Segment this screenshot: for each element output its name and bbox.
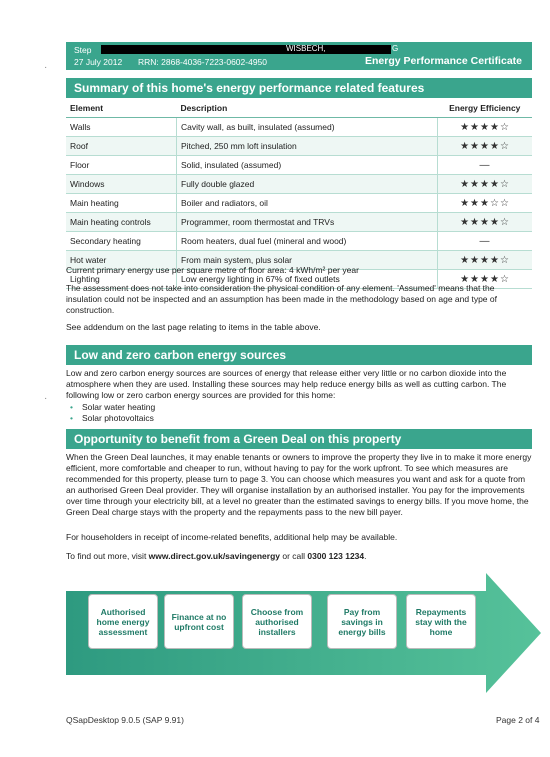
step-box-2: Finance at no upfront cost (164, 594, 234, 649)
table-row (66, 118, 532, 137)
low-carbon-title: Low and zero carbon energy sources (74, 348, 287, 362)
find-out-more (66, 551, 532, 562)
green-deal-title: Opportunity to benefit from a Green Deal on this property (74, 432, 402, 446)
green-deal-description: When the Green Deal launches, it may enable tenants or owners to improve the property they live in to make it more energy efficient, more comfortable and cheaper to run, without having to pay for the work upfront. To see which measures are recommended for this property, please turn to page 3. You can choose which measures you want and ask for a quote from an authorised Green Deal provider. They will organise installation by an authorised installer. You pay for the improvements over time through your electricity bill, at a level no greater than the estimated savings to energy bills. If you move home, the Green Deal charge stays with the property and the repayments pass to the new bill payer. (66, 452, 532, 517)
step-box-5: Repayments stay with the home (406, 594, 476, 649)
table-row (66, 213, 532, 232)
star-rating: ★★★☆☆ (438, 194, 533, 213)
redaction-bar (341, 45, 391, 54)
step-prefix: Step (74, 45, 92, 55)
row-description: Solid, insulated (assumed) (177, 156, 438, 175)
star-rating: ★★★★☆ (438, 175, 533, 194)
star-rating: ★★★★☆ (438, 270, 533, 289)
website-link[interactable]: www.direct.gov.uk/savingenergy (148, 551, 280, 561)
table-row (66, 194, 532, 213)
row-element: Main heating (66, 194, 177, 213)
row-element: Walls (66, 118, 177, 137)
row-element: Windows (66, 175, 177, 194)
star-rating: — (438, 156, 533, 175)
features-table (66, 99, 532, 289)
software-version: QSapDesktop 9.0.5 (SAP 9.91) (66, 715, 184, 725)
column-header-element: Element (66, 99, 177, 118)
star-rating: ★★★★☆ (438, 251, 533, 270)
address-suffix: G (392, 44, 399, 53)
assessment-note: The assessment does not take into consideration the physical condition of any element. 'Assumed' means that the insulation could not be inspected and an assumption has been made in the methodology based on age and type of construction. (66, 283, 497, 315)
summary-title: Summary of this home's energy performance related features (74, 81, 425, 95)
row-description: Programmer, room thermostat and TRVs (177, 213, 438, 232)
step-box-4: Pay from savings in energy bills (327, 594, 397, 649)
green-deal-banner (66, 429, 532, 449)
row-description: Cavity wall, as built, insulated (assumed) (177, 118, 438, 137)
find-out-mid: or call (280, 551, 308, 561)
page-number: Page 2 of 4 (496, 715, 540, 725)
column-header-description: Description (177, 99, 438, 118)
certificate-header (66, 42, 532, 70)
page-mark: · (44, 62, 48, 73)
step-box-1: Authorised home energy assessment (88, 594, 158, 649)
table-row (66, 156, 532, 175)
star-rating: — (438, 232, 533, 251)
phone-number: 0300 123 1234 (307, 551, 365, 561)
document-title: Energy Performance Certificate (365, 55, 522, 67)
row-element: Floor (66, 156, 177, 175)
row-element: Secondary heating (66, 232, 177, 251)
star-rating: ★★★★☆ (438, 213, 533, 232)
row-description: Boiler and radiators, oil (177, 194, 438, 213)
table-row (66, 175, 532, 194)
low-carbon-text-block (66, 368, 532, 424)
low-carbon-description: Low and zero carbon energy sources are sources of energy that release either very little or no carbon dioxide into the atmosphere when they are used. Installing these sources may help reduce energy bills as well as cutting carbon. The following low or zero carbon energy sources are provided for this home: (66, 368, 507, 400)
list-item: • Solar water heating (82, 402, 532, 413)
income-note: For householders in receipt of income-related benefits, additional help may be available. (66, 532, 398, 542)
row-description: Room heaters, dual fuel (mineral and wood) (177, 232, 438, 251)
row-element: Lighting (66, 270, 177, 289)
row-description: From main system, plus solar (177, 251, 438, 270)
rrn-number: RRN: 2868-4036-7223-0602-4950 (138, 57, 268, 67)
page-mark: · (44, 393, 48, 404)
low-carbon-banner (66, 345, 532, 365)
row-element: Hot water (66, 251, 177, 270)
assessment-date: 27 July 2012 (74, 57, 123, 67)
row-description: Fully double glazed (177, 175, 438, 194)
addendum-note: See addendum on the last page relating to items in the table above. (66, 322, 321, 332)
address-town: WISBECH, (286, 44, 326, 53)
table-row (66, 232, 532, 251)
row-element: Main heating controls (66, 213, 177, 232)
summary-banner (66, 78, 532, 98)
low-carbon-list (66, 402, 532, 424)
row-description: Pitched, 250 mm loft insulation (177, 137, 438, 156)
row-description: Low energy lighting in 67% of fixed outlets (177, 270, 438, 289)
find-out-prefix: To find out more, visit (66, 551, 149, 561)
table-row (66, 137, 532, 156)
primary-energy-text: Current primary energy use per square metre of floor area: 4 kWh/m² per year (66, 265, 359, 275)
find-out-end: . (364, 551, 367, 561)
column-header-efficiency: Energy Efficiency (438, 99, 533, 118)
star-rating: ★★★★☆ (438, 137, 533, 156)
row-element: Roof (66, 137, 177, 156)
table-header-row (66, 99, 532, 118)
list-item: • Solar photovoltaics (82, 413, 532, 424)
star-rating: ★★★★☆ (438, 118, 533, 137)
step-box-3: Choose from authorised installers (242, 594, 312, 649)
